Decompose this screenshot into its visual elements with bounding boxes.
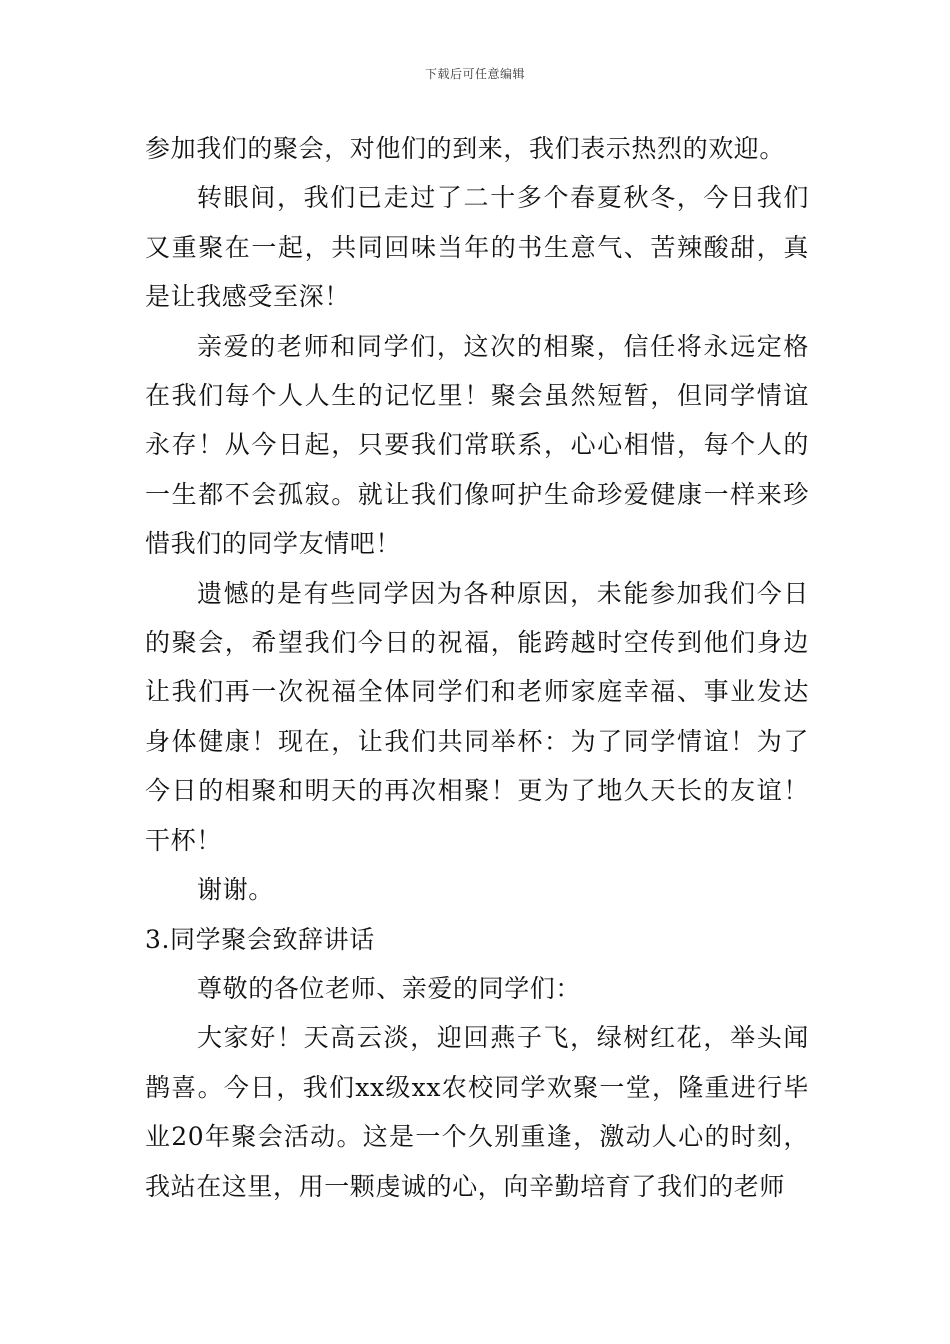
page-header: 下载后可任意编辑 xyxy=(424,67,525,81)
salutation: 尊敬的各位老师、亲爱的同学们： xyxy=(197,973,582,1003)
document-body xyxy=(145,124,809,1211)
paragraph-1: 参加我们的聚会，对他们的到来，我们表示热烈的欢迎。 xyxy=(145,134,786,163)
paragraph-2: 转眼间，我们已走过了二十多个春夏秋冬，今日我们又重聚在一起，共同回味当年的书生意气、苦辣酸甜，真是让我感受至深！ xyxy=(145,183,809,312)
paragraph-4: 遗憾的是有些同学因为各种原因，未能参加我们今日的聚会，希望我们今日的祝福，能跨越时空传到他们身边让我们再一次祝福全体同学们和老师家庭幸福、事业发达身体健康！现在，让我们共同举杯：为了同学情谊！为了今日的相聚和明天的再次相聚！更为了地久天长的友谊！干杯！ xyxy=(145,578,809,855)
paragraph-6: 大家好！天高云淡，迎回燕子飞，绿树红花，举头闻鹊喜。今日，我们xx级xx农校同学欢聚一堂，隆重进行毕业20年聚会活动。这是一个久别重逢，激动人心的时刻，我站在这里，用一颗虔诚的心，向辛勤培育了我们的老师 xyxy=(145,1023,809,1201)
paragraph-3: 亲爱的老师和同学们，这次的相聚，信任将永远定格在我们每个人人生的记忆里！聚会虽然短暂，但同学情谊永存！从今日起，只要我们常联系，心心相惜，每个人的一生都不会孤寂。就让我们像呵护生命珍爱健康一样来珍惜我们的同学友情吧！ xyxy=(145,331,809,559)
section-heading: 3.同学聚会致辞讲话 xyxy=(145,924,375,954)
paragraph-5: 谢谢。 xyxy=(197,875,274,905)
